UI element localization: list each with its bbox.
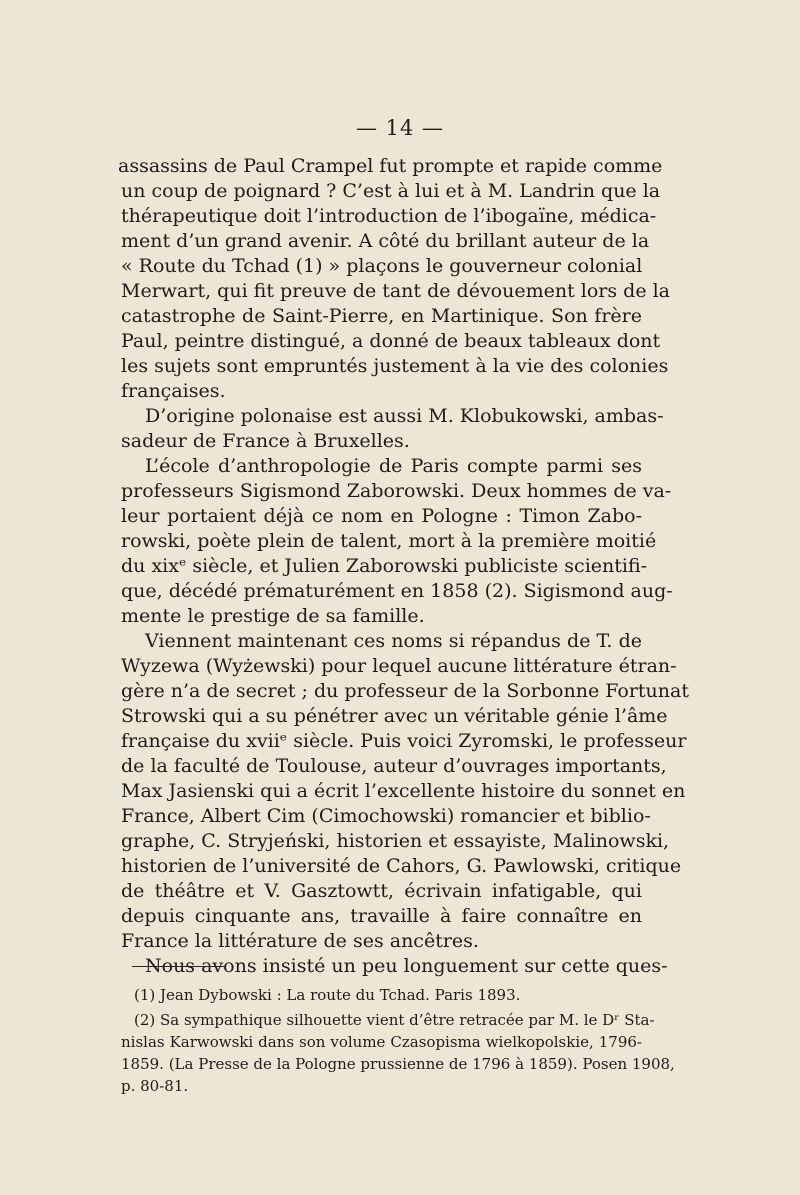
text-line: Wyzewa (Wyżewski) pour lequel aucune littérature étran- (121, 655, 677, 677)
text-line: catastrophe de Saint-Pierre, en Martinique. Son frère (121, 305, 642, 327)
text-line: mente le prestige de sa famille. (121, 605, 425, 627)
text-line: les sujets sont empruntés justement à la vie des colonies (121, 355, 669, 377)
text-line: historien de l’université de Cahors, G. Pawlowski, critique (121, 855, 682, 877)
text-line: Paul, peintre distingué, a donné de beaux tableaux dont (121, 330, 661, 352)
footnote-line: 1859. (La Presse de la Pologne prussienne de 1796 à 1859). Posen 1908, (121, 1055, 675, 1073)
text-line: leur portaient déjà ce nom en Pologne : Timon Zabo- (121, 505, 642, 527)
text-line: Viennent maintenant ces noms si répandus de T. de (145, 630, 642, 652)
text-line: D’origine polonaise est aussi M. Klobukowski, ambas- (145, 405, 664, 427)
text-line: Max Jasienski qui a écrit l’excellente histoire du sonnet en (121, 780, 686, 802)
text-line: assassins de Paul Crampel fut prompte et rapide comme (118, 155, 663, 177)
text-line: L’école d’anthropologie de Paris compte parmi ses (145, 455, 642, 477)
text-line: du xixᵉ siècle, et Julien Zaborowski publiciste scientifi- (121, 555, 648, 577)
text-line: Strowski qui a su pénétrer avec un véritable génie l’âme (121, 705, 668, 727)
text-line: thérapeutique doit l’introduction de l’ibogaïne, médica- (121, 205, 657, 227)
text-line: ment d’un grand avenir. A côté du brillant auteur de la (121, 230, 650, 252)
text-line: de la faculté de Toulouse, auteur d’ouvrages importants, (121, 755, 667, 777)
text-line: Nous avons insisté un peu longuement sur cette ques- (145, 955, 668, 977)
text-line: que, décédé prématurément en 1858 (2). Sigismond aug- (121, 580, 673, 602)
footnote-divider (132, 966, 224, 967)
text-line: rowski, poète plein de talent, mort à la première moitié (121, 530, 657, 552)
text-line: Merwart, qui fit preuve de tant de dévouement lors de la (121, 280, 671, 302)
footnote-line: (2) Sa sympathique silhouette vient d’être retracée par M. le Dʳ Sta- (134, 1011, 655, 1029)
text-line: sadeur de France à Bruxelles. (121, 430, 410, 452)
text-line: France la littérature de ses ancêtres. (121, 930, 479, 952)
page-number: — 14 — (355, 116, 445, 140)
text-line: un coup de poignard ? C’est à lui et à M. Landrin que la (121, 180, 661, 202)
text-line: professeurs Sigismond Zaborowski. Deux hommes de va- (121, 480, 672, 502)
footnote-line: nislas Karwowski dans son volume Czasopisma wielkopolskie, 1796- (121, 1033, 642, 1051)
footnote-line: p. 80-81. (121, 1077, 189, 1095)
text-line: de théâtre et V. Gasztowtt, écrivain infatigable, qui (121, 880, 642, 902)
footnote-line: (1) Jean Dybowski : La route du Tchad. Paris 1893. (134, 986, 521, 1004)
text-line: depuis cinquante ans, travaille à faire connaître en (121, 905, 642, 927)
text-line: gère n’a de secret ; du professeur de la Sorbonne Fortunat (121, 680, 689, 702)
text-line: France, Albert Cim (Cimochowski) romancier et biblio- (121, 805, 651, 827)
text-line: « Route du Tchad (1) » plaçons le gouverneur colonial (121, 255, 643, 277)
text-line: française du xviiᵉ siècle. Puis voici Zyromski, le professeur (121, 730, 687, 752)
text-line: françaises. (121, 380, 226, 402)
text-line: graphe, C. Stryjeński, historien et essayiste, Malinowski, (121, 830, 670, 852)
